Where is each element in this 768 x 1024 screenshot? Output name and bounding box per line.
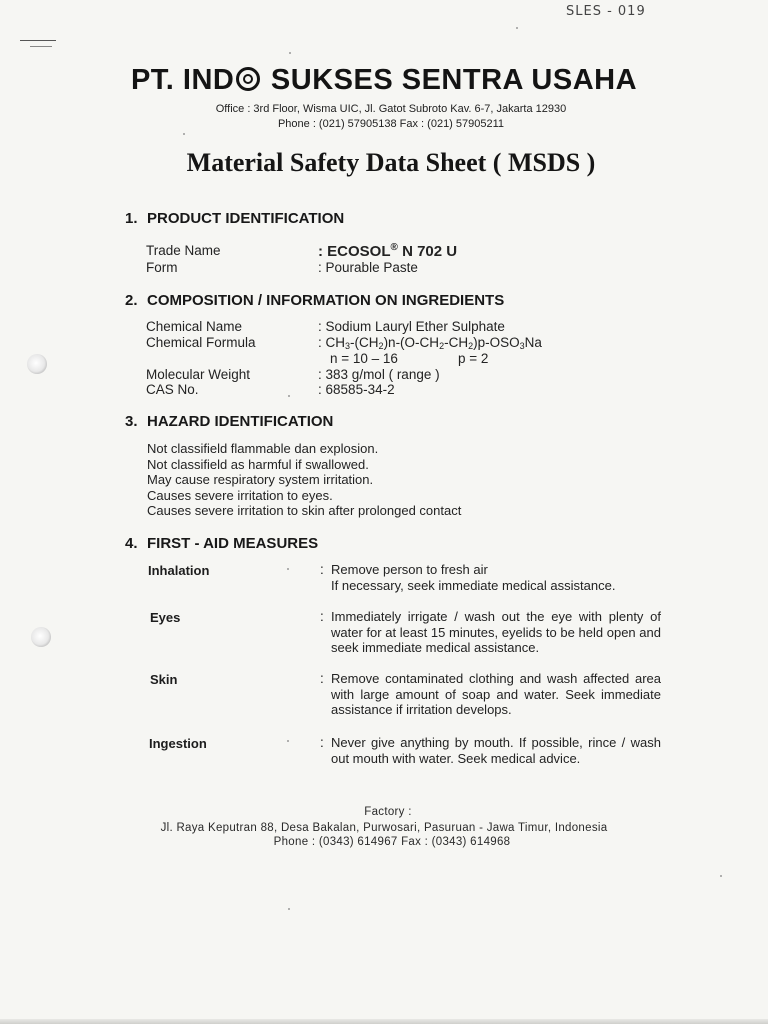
footer-phone: Phone : (0343) 614967 Fax : (0343) 614968 [273,836,511,848]
colon: : [320,562,324,577]
scan-speck [516,27,518,29]
margin-mark [30,46,52,47]
colon: : [320,671,324,686]
form-label: Form [146,260,178,275]
hazard-line: Causes severe irritation to eyes. [147,487,333,503]
section-3-heading: 3. HAZARD IDENTIFICATION [125,413,334,430]
trade-name-label: Trade Name [146,243,221,258]
molecular-weight-label: Molecular Weight [146,367,251,382]
p-value: p = 2 [458,351,489,366]
page-bottom-edge [0,1019,768,1024]
scan-speck [289,52,291,54]
chemical-formula-value: : $CH_3-(CH_2)n-(O-CH_2-CH_2)p-OSO_3Na$ [318,335,542,351]
trade-name-value: : ECOSOL® N 702 U [318,242,458,260]
cas-value: : 68585-34-2 [318,382,395,397]
punch-hole [31,627,51,647]
scan-speck [720,875,722,877]
footer-address: Jl. Raya Keputran 88, Desa Bakalan, Purwosari, Pasuruan - Jawa Timur, Indonesia [160,822,608,834]
document-title: Material Safety Data Sheet ( MSDS ) [186,148,596,177]
first-aid-text-inhalation: Remove person to fresh air If necessary, seek immediate medical assistance. [331,562,616,593]
chemical-name-label: Chemical Name [146,319,243,334]
colon: : [320,609,324,624]
first-aid-text-ingestion: Never give anything by mouth. If possible, rince / wash out mouth with water. Seek medical advice. [331,735,661,766]
hazard-list [147,441,567,519]
n-range: n = 10 – 16 [330,351,398,366]
section-1-heading: 1. PRODUCT IDENTIFICATION [125,210,345,227]
colon: : [320,735,324,750]
company-name: PT. IND SUKSES SENTRA USAHA [130,64,638,96]
first-aid-text-skin: Remove contaminated clothing and wash affected area with large amount of soap and water. Seek immediate assistance if irritation develops. [331,671,661,717]
first-aid-label-skin: Skin [150,672,178,687]
office-address: Office : 3rd Floor, Wisma UIC, Jl. Gatot Subroto Kav. 6-7, Jakarta 12930 [215,103,567,115]
punch-hole [27,354,47,374]
scan-speck [287,568,289,570]
hazard-line: Not classifield as harmful if swallowed. [147,456,369,472]
form-value: : Pourable Paste [318,260,418,275]
footer-label: Factory : [364,806,412,818]
company-logo-icon [236,67,260,91]
first-aid-label-inhalation: Inhalation [148,563,210,578]
scan-speck [183,133,185,135]
scan-speck [287,740,289,742]
first-aid-label-ingestion: Ingestion [149,736,207,751]
chemical-name-value: : Sodium Lauryl Ether Sulphate [318,319,505,334]
hazard-line: May cause respiratory system irritation. [147,472,374,487]
cas-label: CAS No. [146,382,199,397]
scan-speck [288,908,290,910]
hazard-line: Not classifield flammable dan explosion. [147,441,379,456]
hazard-line: Causes severe irritation to skin after prolonged contact [147,503,462,518]
margin-mark [20,40,56,41]
molecular-weight-value: : 383 g/mol ( range ) [318,367,440,382]
office-phone: Phone : (021) 57905138 Fax : (021) 57905211 [277,118,505,130]
section-4-heading: 4. FIRST - AID MEASURES [125,535,319,552]
chemical-formula-label: Chemical Formula [146,335,256,350]
first-aid-label-eyes: Eyes [150,610,181,625]
section-2-heading: 2. COMPOSITION / INFORMATION ON INGREDIENTS [125,292,505,309]
handwritten-reference: SLES - 019 [566,4,646,19]
scan-speck [288,395,290,397]
first-aid-text-eyes: Immediately irrigate / wash out the eye with plenty of water for at least 15 minutes, eyelids to be held open and seek immediate medical assistance. [331,609,661,655]
